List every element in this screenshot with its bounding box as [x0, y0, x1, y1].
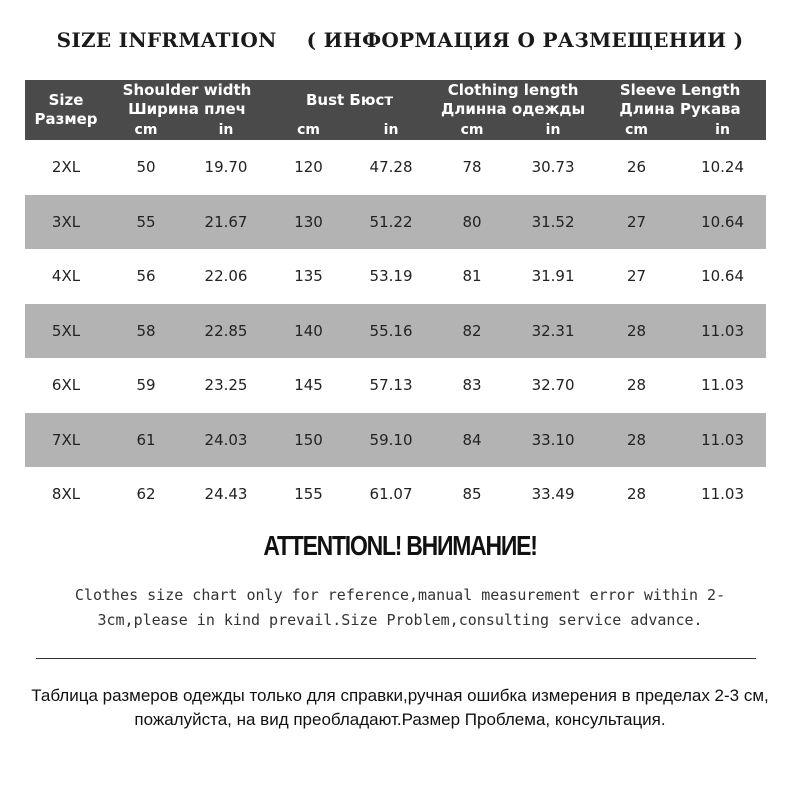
unit-cm-header: cm [594, 120, 679, 140]
table-row [25, 195, 766, 250]
header-row-titles [25, 80, 766, 120]
bust-cm-cell: 135 [267, 249, 350, 304]
bust-in-cell: 51.22 [350, 195, 432, 250]
bust-in-cell: 55.16 [350, 304, 432, 359]
sleeve-in-cell: 11.03 [679, 304, 766, 359]
length-cm-cell: 80 [432, 195, 512, 250]
shoulder-in-cell: 23.25 [185, 358, 267, 413]
length-in-cell: 33.10 [512, 413, 594, 468]
shoulder-cm-cell: 61 [107, 413, 185, 468]
shoulder-header [107, 80, 267, 120]
sleeve-cm-cell: 28 [594, 358, 679, 413]
bust-cm-cell: 140 [267, 304, 350, 359]
length-cm-cell: 82 [432, 304, 512, 359]
title-russian: ( ИНФОРМАЦИЯ О РАЗМЕЩЕНИИ ) [306, 28, 744, 52]
header-row-units [25, 120, 766, 140]
bust-in-cell: 47.28 [350, 140, 432, 195]
table-row [25, 413, 766, 468]
bust-cm-cell: 155 [267, 467, 350, 522]
table-row [25, 358, 766, 413]
bust-header [267, 80, 432, 120]
sleeve-cm-cell: 28 [594, 304, 679, 359]
length-header-en: Clothing length [447, 81, 579, 99]
shoulder-cm-cell: 56 [107, 249, 185, 304]
bust-cm-cell: 145 [267, 358, 350, 413]
length-in-cell: 30.73 [512, 140, 594, 195]
unit-cm-header: cm [267, 120, 350, 140]
size-cell: 2XL [25, 140, 107, 195]
sleeve-cm-cell: 27 [594, 249, 679, 304]
bust-in-cell: 53.19 [350, 249, 432, 304]
size-header-en: Size [48, 91, 84, 109]
english-note: Clothes size chart only for reference,manual measurement error within 2-3cm,please in kind prevail.Size Problem,consulting service advance. [74, 586, 726, 629]
size-cell: 7XL [25, 413, 107, 468]
length-cm-cell: 84 [432, 413, 512, 468]
sleeve-header [594, 80, 766, 120]
length-cm-cell: 78 [432, 140, 512, 195]
shoulder-in-cell: 24.43 [185, 467, 267, 522]
size-cell: 4XL [25, 249, 107, 304]
size-cell: 8XL [25, 467, 107, 522]
sleeve-in-cell: 11.03 [679, 358, 766, 413]
size-header-ru: Размер [34, 110, 98, 128]
bust-cm-cell: 150 [267, 413, 350, 468]
sleeve-cm-cell: 26 [594, 140, 679, 195]
shoulder-cm-cell: 55 [107, 195, 185, 250]
divider-line [36, 658, 756, 659]
length-in-cell: 31.52 [512, 195, 594, 250]
sleeve-in-cell: 10.64 [679, 249, 766, 304]
shoulder-in-cell: 22.85 [185, 304, 267, 359]
attention-heading: ATTENTIONL! ВНИМАНИЕ! [263, 530, 537, 561]
sleeve-in-cell: 11.03 [679, 467, 766, 522]
shoulder-cm-cell: 58 [107, 304, 185, 359]
shoulder-in-cell: 22.06 [185, 249, 267, 304]
sleeve-in-cell: 10.64 [679, 195, 766, 250]
bust-in-cell: 59.10 [350, 413, 432, 468]
sleeve-in-cell: 10.24 [679, 140, 766, 195]
shoulder-cm-cell: 50 [107, 140, 185, 195]
length-cm-cell: 83 [432, 358, 512, 413]
size-cell: 3XL [25, 195, 107, 250]
length-header [432, 80, 594, 120]
shoulder-in-cell: 21.67 [185, 195, 267, 250]
length-in-cell: 33.49 [512, 467, 594, 522]
unit-in-header: in [512, 120, 594, 140]
length-in-cell: 32.31 [512, 304, 594, 359]
sleeve-cm-cell: 28 [594, 467, 679, 522]
length-cm-cell: 81 [432, 249, 512, 304]
bust-in-cell: 61.07 [350, 467, 432, 522]
table-row [25, 140, 766, 195]
unit-in-header: in [185, 120, 267, 140]
shoulder-cm-cell: 62 [107, 467, 185, 522]
sleeve-in-cell: 11.03 [679, 413, 766, 468]
size-header [25, 80, 107, 140]
unit-in-header: in [350, 120, 432, 140]
length-cm-cell: 85 [432, 467, 512, 522]
shoulder-in-cell: 19.70 [185, 140, 267, 195]
shoulder-header-ru: Ширина плеч [128, 100, 246, 118]
bust-cm-cell: 120 [267, 140, 350, 195]
shoulder-cm-cell: 59 [107, 358, 185, 413]
table-row [25, 304, 766, 359]
shoulder-header-en: Shoulder width [122, 81, 252, 99]
unit-in-header: in [679, 120, 766, 140]
bust-in-cell: 57.13 [350, 358, 432, 413]
length-in-cell: 32.70 [512, 358, 594, 413]
size-table [25, 80, 766, 522]
unit-cm-header: cm [107, 120, 185, 140]
sleeve-cm-cell: 28 [594, 413, 679, 468]
unit-cm-header: cm [432, 120, 512, 140]
size-cell: 6XL [25, 358, 107, 413]
sleeve-header-ru: Длина Рукава [619, 100, 741, 118]
title-english: SIZE INFRMATION [56, 28, 277, 52]
page-title [0, 28, 800, 52]
table-row [25, 249, 766, 304]
sleeve-cm-cell: 27 [594, 195, 679, 250]
russian-note: Таблица размеров одежды только для справки,ручная ошибка измерения в пределах 2-3 см, пожалуйста, на вид преобладают.Размер Проблема, консультация. [31, 686, 769, 729]
table-row [25, 467, 766, 522]
sleeve-header-en: Sleeve Length [619, 81, 741, 99]
bust-header-label: Bust Бюст [306, 90, 394, 109]
size-cell: 5XL [25, 304, 107, 359]
length-in-cell: 31.91 [512, 249, 594, 304]
length-header-ru: Длинна одежды [440, 100, 586, 118]
shoulder-in-cell: 24.03 [185, 413, 267, 468]
bust-cm-cell: 130 [267, 195, 350, 250]
